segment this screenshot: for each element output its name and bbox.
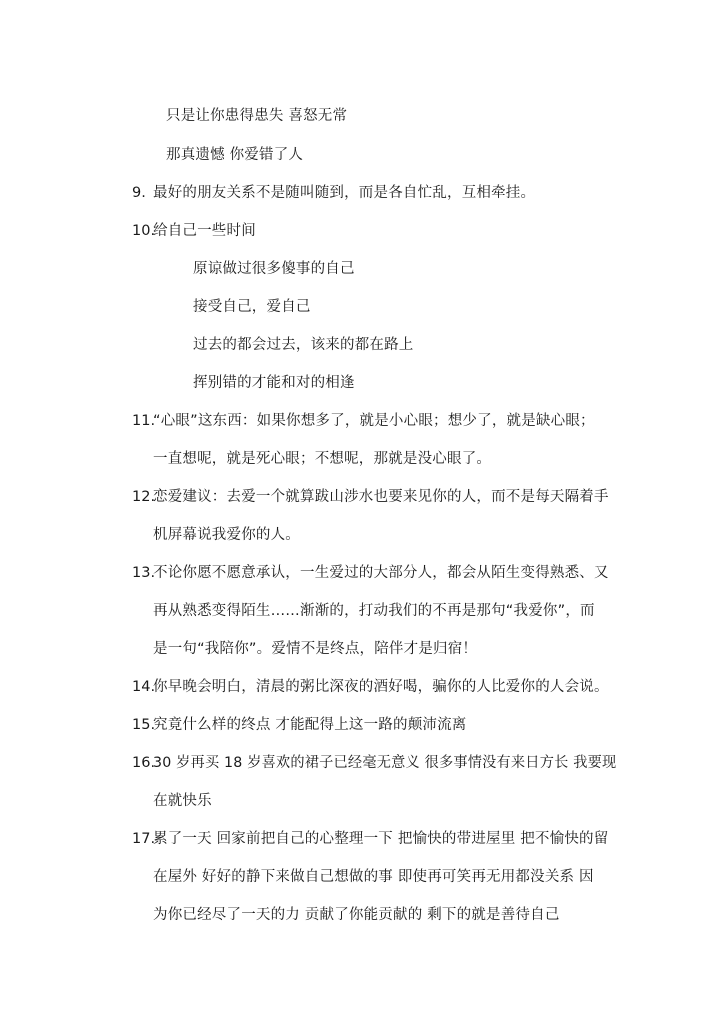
item-number-12: 12. [132,489,156,505]
text-line: 是一句“我陪你”。爱情不是终点，陪伴才是归宿！ [153,641,478,657]
item-number-9: 9. [132,185,146,201]
item-number-14: 14. [132,679,156,695]
text-line: 在就快乐 [153,793,212,809]
text-line: 过去的都会过去，该来的都在路上 [193,337,414,353]
text-line: 再从熟悉变得陌生……渐渐的，打动我们的不再是那句“我爱你”，而 [153,603,595,619]
text-line: 累了一天 回家前把自己的心整理一下 把愉快的带进屋里 把不愉快的留 [153,831,609,847]
text-line: 一直想呢，就是死心眼；不想呢，那就是没心眼了。 [153,451,492,467]
text-line: 究竟什么样的终点 才能配得上这一路的颠沛流离 [153,717,467,733]
text-line: 原谅做过很多傻事的自己 [193,261,355,277]
item-number-17: 17. [132,831,156,847]
text-line: 不论你愿不愿意承认，一生爱过的大部分人，都会从陌生变得熟悉、又 [153,565,609,581]
item-number-15: 15. [132,717,156,733]
text-line: 接受自己，爱自己 [193,299,311,315]
text-line: 30 岁再买 18 岁喜欢的裙子已经毫无意义 很多事情没有来日方长 我要现 [153,755,617,771]
text-line: 挥别错的才能和对的相逢 [193,375,355,391]
text-line: 只是让你患得患失 喜怒无常 [166,108,348,124]
text-line: 为你已经尽了一天的力 贡献了你能贡献的 剩下的就是善待自己 [153,907,560,923]
text-line: 最好的朋友关系不是随叫随到，而是各自忙乱，互相牵挂。 [153,185,536,201]
text-line: 给自己一些时间 [153,223,256,239]
item-number-11: 11. [132,413,156,429]
text-line: 在屋外 好好的静下来做自己想做的事 即使再可笑再无用都没关系 因 [153,869,594,885]
text-line: “心眼”这东西：如果你想多了，就是小心眼；想少了，就是缺心眼； [153,413,595,429]
item-number-10: 10. [132,223,156,239]
item-number-13: 13. [132,565,156,581]
item-number-16: 16. [132,755,156,771]
text-line: 那真遗憾 你爱错了人 [166,147,304,163]
text-line: 你早晚会明白，清晨的粥比深夜的酒好喝，骗你的人比爱你的人会说。 [153,679,609,695]
text-line: 机屏幕说我爱你的人。 [153,527,300,543]
text-line: 恋爱建议：去爱一个就算跋山涉水也要来见你的人，而不是每天隔着手 [153,489,609,505]
